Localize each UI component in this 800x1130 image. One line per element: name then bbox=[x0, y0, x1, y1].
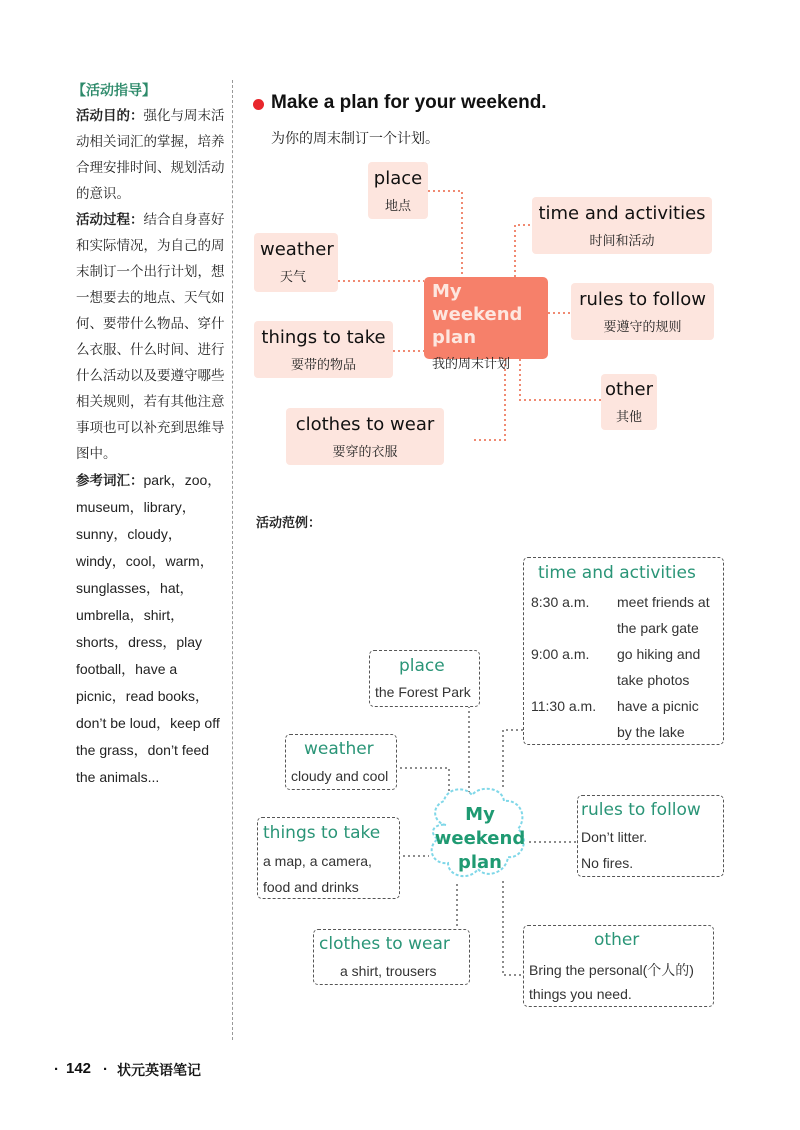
book-title: 状元英语笔记 bbox=[117, 1063, 201, 1079]
process-text: 结合自身喜好和实际情况，为自己的周末制订一个出行计划，想一想要去的地点、天气如何、要带什么物品、穿什么衣服、什么时间、进行什么活动以及要遵守哪些相关规则，若有其他注意事项也可以补充到思维导图中。 bbox=[76, 212, 225, 462]
ex-time-1: 8:30 a.m. bbox=[531, 594, 590, 610]
ex-activity-1b: the park gate bbox=[617, 620, 699, 636]
purpose-label: 活动目的： bbox=[76, 108, 144, 124]
top-weather-zh: 天气 bbox=[280, 270, 307, 285]
top-place-en: place bbox=[373, 168, 423, 189]
top-time-zh: 时间和活动 bbox=[589, 234, 655, 249]
ex-rules-2: No fires. bbox=[581, 855, 634, 871]
ex-clothes-title: clothes to wear bbox=[319, 934, 450, 954]
top-clothes-en: clothes to wear bbox=[295, 414, 435, 435]
ex-center-text: My weekend plan bbox=[434, 804, 526, 873]
top-rules-box bbox=[571, 283, 714, 340]
top-place-box bbox=[368, 162, 428, 219]
top-things-box bbox=[254, 321, 393, 378]
top-center-en: My weekend plan bbox=[432, 281, 523, 348]
top-weather-en: weather bbox=[260, 239, 334, 260]
ex-things-1: a map, a camera, bbox=[263, 853, 372, 869]
ex-time-title: time and activities bbox=[538, 563, 696, 583]
footer-dot-left: · bbox=[54, 1061, 59, 1078]
ex-other-title: other bbox=[594, 930, 640, 950]
ex-place-title: place bbox=[399, 656, 445, 676]
top-things-zh: 要带的物品 bbox=[290, 358, 356, 373]
ex-other-1: Bring the personal(个人的) bbox=[529, 962, 694, 978]
top-time-en: time and activities bbox=[538, 203, 706, 224]
page-heading: Make a plan for your weekend. bbox=[271, 92, 547, 113]
ex-place-value: the Forest Park bbox=[375, 684, 471, 700]
top-clothes-box bbox=[286, 408, 444, 465]
ex-time-2: 9:00 a.m. bbox=[531, 646, 590, 662]
footer-dot-right: · bbox=[103, 1061, 108, 1078]
sidebar-title: 【活动指导】 bbox=[72, 83, 156, 99]
top-weather-box bbox=[254, 233, 338, 292]
ex-rules-1: Don’t litter. bbox=[581, 829, 648, 845]
ex-clothes-value: a shirt, trousers bbox=[340, 963, 437, 979]
top-other-zh: 其他 bbox=[615, 410, 642, 425]
process-label: 活动过程： bbox=[76, 212, 144, 228]
page-number: 142 bbox=[66, 1060, 92, 1077]
ex-things-2: food and drinks bbox=[263, 879, 359, 895]
purpose-text: 强化与周末活动相关词汇的掌握，培养合理安排时间、规划活动的意识。 bbox=[76, 108, 225, 202]
top-time-box bbox=[532, 197, 712, 254]
page-subheading: 为你的周末制订一个计划。 bbox=[271, 131, 439, 147]
top-center-zh: 我的周末计划 bbox=[432, 357, 511, 372]
ex-activity-3b: by the lake bbox=[617, 724, 685, 740]
ex-other-2: things you need. bbox=[529, 986, 632, 1002]
top-clothes-zh: 要穿的衣服 bbox=[332, 445, 398, 460]
top-rules-en: rules to follow bbox=[579, 289, 706, 310]
vocab-label: 参考词汇： bbox=[76, 473, 144, 489]
vocab-text: park，zoo，museum，library，sunny，cloudy，windy，cool，warm，sunglasses，hat，umbrella，shirt，shorts，dress，play football，have a picnic，read books，don’t be loud，keep off the grass，don’t feed the animals... bbox=[76, 472, 222, 785]
ex-rules-title: rules to follow bbox=[581, 800, 701, 820]
ex-activity-2b: take photos bbox=[617, 672, 690, 688]
ex-weather-value: cloudy and cool bbox=[291, 768, 389, 784]
ex-time-3: 11:30 a.m. bbox=[531, 698, 597, 714]
top-other-en: other bbox=[605, 379, 653, 400]
top-rules-zh: 要遵守的规则 bbox=[603, 320, 682, 335]
top-other-box bbox=[601, 374, 657, 430]
ex-activity-2a: go hiking and bbox=[617, 646, 701, 662]
top-place-zh: 地点 bbox=[384, 199, 411, 214]
top-things-en: things to take bbox=[261, 327, 386, 348]
ex-weather-title: weather bbox=[304, 739, 374, 759]
ex-activity-3a: have a picnic bbox=[617, 698, 699, 714]
ex-activity-1a: meet friends at bbox=[617, 594, 710, 610]
ex-things-title: things to take bbox=[263, 823, 381, 843]
example-label: 活动范例： bbox=[256, 516, 322, 531]
